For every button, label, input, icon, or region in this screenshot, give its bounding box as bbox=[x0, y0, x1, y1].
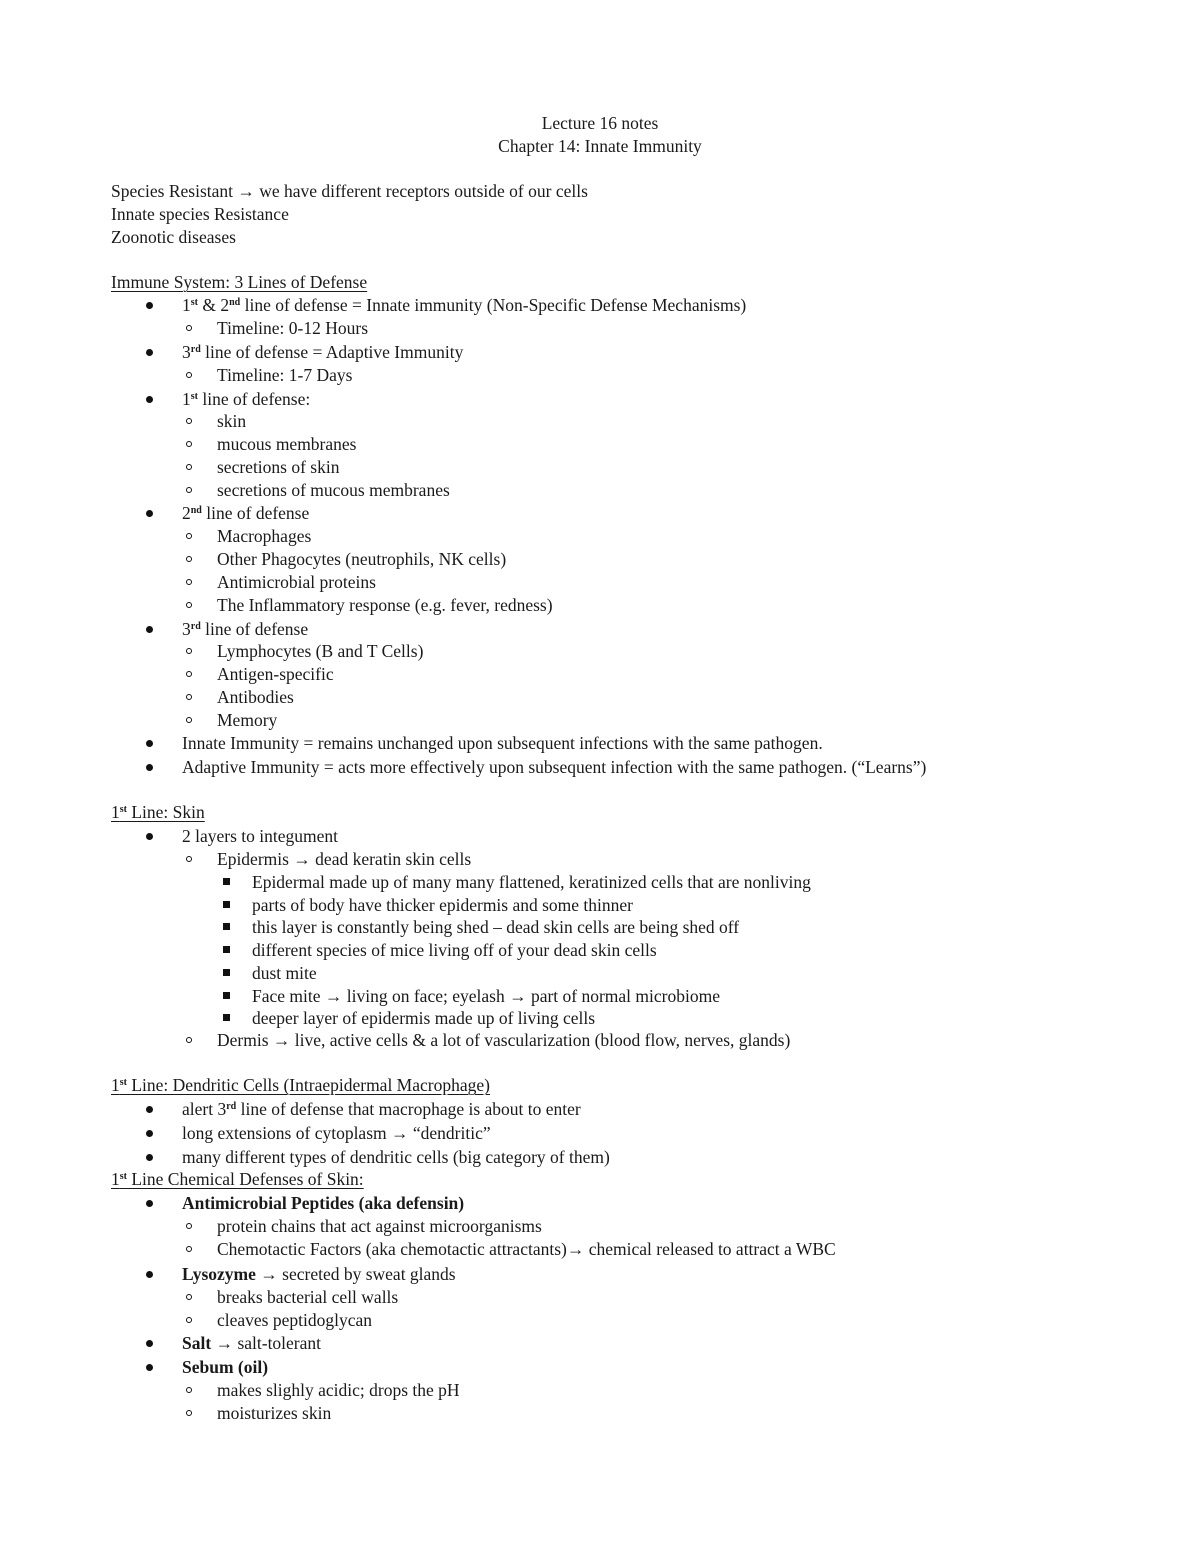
list-item: Face mite → living on face; eyelash → part of normal microbiome bbox=[252, 986, 720, 1006]
list-item: dust mite bbox=[252, 963, 317, 983]
list-item: Antigen-specific bbox=[217, 664, 334, 684]
square-bullet-icon bbox=[223, 923, 230, 930]
chapter-title: Chapter 14: Innate Immunity bbox=[498, 136, 702, 156]
list-item: secretions of mucous membranes bbox=[217, 480, 450, 500]
square-bullet-icon bbox=[223, 946, 230, 953]
list-item: breaks bacterial cell walls bbox=[217, 1287, 399, 1307]
list-item: skin bbox=[217, 411, 247, 431]
list-item: 2nd line of defense bbox=[182, 503, 310, 523]
bullet-icon bbox=[146, 302, 153, 309]
list-item: many different types of dendritic cells (big category of them) bbox=[182, 1147, 610, 1167]
bullet-icon bbox=[146, 1200, 153, 1207]
bullet-icon bbox=[146, 396, 153, 403]
list-item: Lymphocytes (B and T Cells) bbox=[217, 641, 424, 661]
list-item: 1st & 2nd line of defense = Innate immunity (Non-Specific Defense Mechanisms) bbox=[182, 295, 747, 315]
list-item: Chemotactic Factors (aka chemotactic attractants)→ chemical released to attract a WBC bbox=[217, 1239, 836, 1259]
list-item: protein chains that act against microorganisms bbox=[217, 1216, 542, 1236]
list-item: Antimicrobial Peptides (aka defensin) bbox=[182, 1193, 465, 1213]
list-item: Memory bbox=[217, 710, 278, 730]
circle-bullet-icon bbox=[186, 372, 192, 378]
bullet-icon bbox=[146, 1130, 153, 1137]
list-item: 1st line of defense: bbox=[182, 389, 311, 409]
bullet-icon bbox=[146, 833, 153, 840]
circle-bullet-icon bbox=[186, 671, 192, 677]
bullet-icon bbox=[146, 740, 153, 747]
list-item: 3rd line of defense bbox=[182, 619, 309, 639]
bullet-icon bbox=[146, 1271, 153, 1278]
bullet-icon bbox=[146, 1364, 153, 1371]
circle-bullet-icon bbox=[186, 1294, 192, 1300]
list-item: makes slighly acidic; drops the pH bbox=[217, 1380, 460, 1400]
circle-bullet-icon bbox=[186, 1387, 192, 1393]
circle-bullet-icon bbox=[186, 325, 192, 331]
bullet-icon bbox=[146, 764, 153, 771]
list-item: long extensions of cytoplasm → “dendritic” bbox=[182, 1123, 491, 1143]
list-item: cleaves peptidoglycan bbox=[217, 1310, 373, 1330]
section-heading-chemical-defenses: 1st Line Chemical Defenses of Skin: bbox=[111, 1169, 364, 1189]
list-item: Epidermis → dead keratin skin cells bbox=[217, 849, 472, 869]
list-item: 3rd line of defense = Adaptive Immunity bbox=[182, 342, 464, 362]
list-item: Antibodies bbox=[217, 687, 294, 707]
circle-bullet-icon bbox=[186, 717, 192, 723]
list-item: mucous membranes bbox=[217, 434, 357, 454]
list-item: Adaptive Immunity = acts more effectively upon subsequent infection with the same pathogen. (“Learns”) bbox=[182, 757, 927, 777]
list-item: Timeline: 1-7 Days bbox=[217, 365, 353, 385]
circle-bullet-icon bbox=[186, 464, 192, 470]
circle-bullet-icon bbox=[186, 579, 192, 585]
circle-bullet-icon bbox=[186, 1410, 192, 1416]
circle-bullet-icon bbox=[186, 856, 192, 862]
bullet-icon bbox=[146, 1340, 153, 1347]
circle-bullet-icon bbox=[186, 602, 192, 608]
section-heading-skin: 1st Line: Skin bbox=[111, 802, 205, 822]
circle-bullet-icon bbox=[186, 648, 192, 654]
list-item: Salt → salt-tolerant bbox=[182, 1333, 322, 1353]
list-item: deeper layer of epidermis made up of living cells bbox=[252, 1008, 596, 1028]
bullet-icon bbox=[146, 510, 153, 517]
list-item: Macrophages bbox=[217, 526, 312, 546]
list-item: parts of body have thicker epidermis and some thinner bbox=[252, 895, 634, 915]
circle-bullet-icon bbox=[186, 1223, 192, 1229]
square-bullet-icon bbox=[223, 1014, 230, 1021]
list-item: alert 3rd line of defense that macrophage is about to enter bbox=[182, 1099, 581, 1119]
section-heading-dendritic-cells: 1st Line: Dendritic Cells (Intraepidermal Macrophage) bbox=[111, 1075, 490, 1095]
bullet-icon bbox=[146, 349, 153, 356]
list-item: Dermis → live, active cells & a lot of vascularization (blood flow, nerves, glands) bbox=[217, 1030, 791, 1050]
list-item: Innate Immunity = remains unchanged upon subsequent infections with the same pathogen. bbox=[182, 733, 823, 753]
intro-line-1: Species Resistant → we have different receptors outside of our cells bbox=[111, 181, 588, 201]
list-item: this layer is constantly being shed – dead skin cells are being shed off bbox=[252, 917, 740, 937]
section-heading-immune-system: Immune System: 3 Lines of Defense bbox=[111, 272, 368, 292]
bullet-icon bbox=[146, 626, 153, 633]
circle-bullet-icon bbox=[186, 1037, 192, 1043]
list-item: The Inflammatory response (e.g. fever, redness) bbox=[217, 595, 553, 615]
bullet-icon bbox=[146, 1106, 153, 1113]
list-item: Timeline: 0-12 Hours bbox=[217, 318, 369, 338]
circle-bullet-icon bbox=[186, 556, 192, 562]
circle-bullet-icon bbox=[186, 1246, 192, 1252]
list-item: secretions of skin bbox=[217, 457, 340, 477]
square-bullet-icon bbox=[223, 969, 230, 976]
list-item: Lysozyme → secreted by sweat glands bbox=[182, 1264, 456, 1284]
circle-bullet-icon bbox=[186, 1317, 192, 1323]
list-item: Epidermal made up of many many flattened, keratinized cells that are nonliving bbox=[252, 872, 811, 892]
circle-bullet-icon bbox=[186, 694, 192, 700]
bullet-icon bbox=[146, 1154, 153, 1161]
circle-bullet-icon bbox=[186, 418, 192, 424]
circle-bullet-icon bbox=[186, 441, 192, 447]
circle-bullet-icon bbox=[186, 533, 192, 539]
list-item: Other Phagocytes (neutrophils, NK cells) bbox=[217, 549, 507, 569]
square-bullet-icon bbox=[223, 878, 230, 885]
list-item: 2 layers to integument bbox=[182, 826, 339, 846]
list-item: different species of mice living off of your dead skin cells bbox=[252, 940, 657, 960]
list-item: moisturizes skin bbox=[217, 1403, 332, 1423]
list-item: Sebum (oil) bbox=[182, 1357, 269, 1377]
intro-line-2: Innate species Resistance bbox=[111, 204, 289, 224]
intro-line-3: Zoonotic diseases bbox=[111, 227, 236, 247]
lecture-title: Lecture 16 notes bbox=[541, 113, 659, 133]
square-bullet-icon bbox=[223, 901, 230, 908]
list-item: Antimicrobial proteins bbox=[217, 572, 376, 592]
square-bullet-icon bbox=[223, 992, 230, 999]
circle-bullet-icon bbox=[186, 487, 192, 493]
